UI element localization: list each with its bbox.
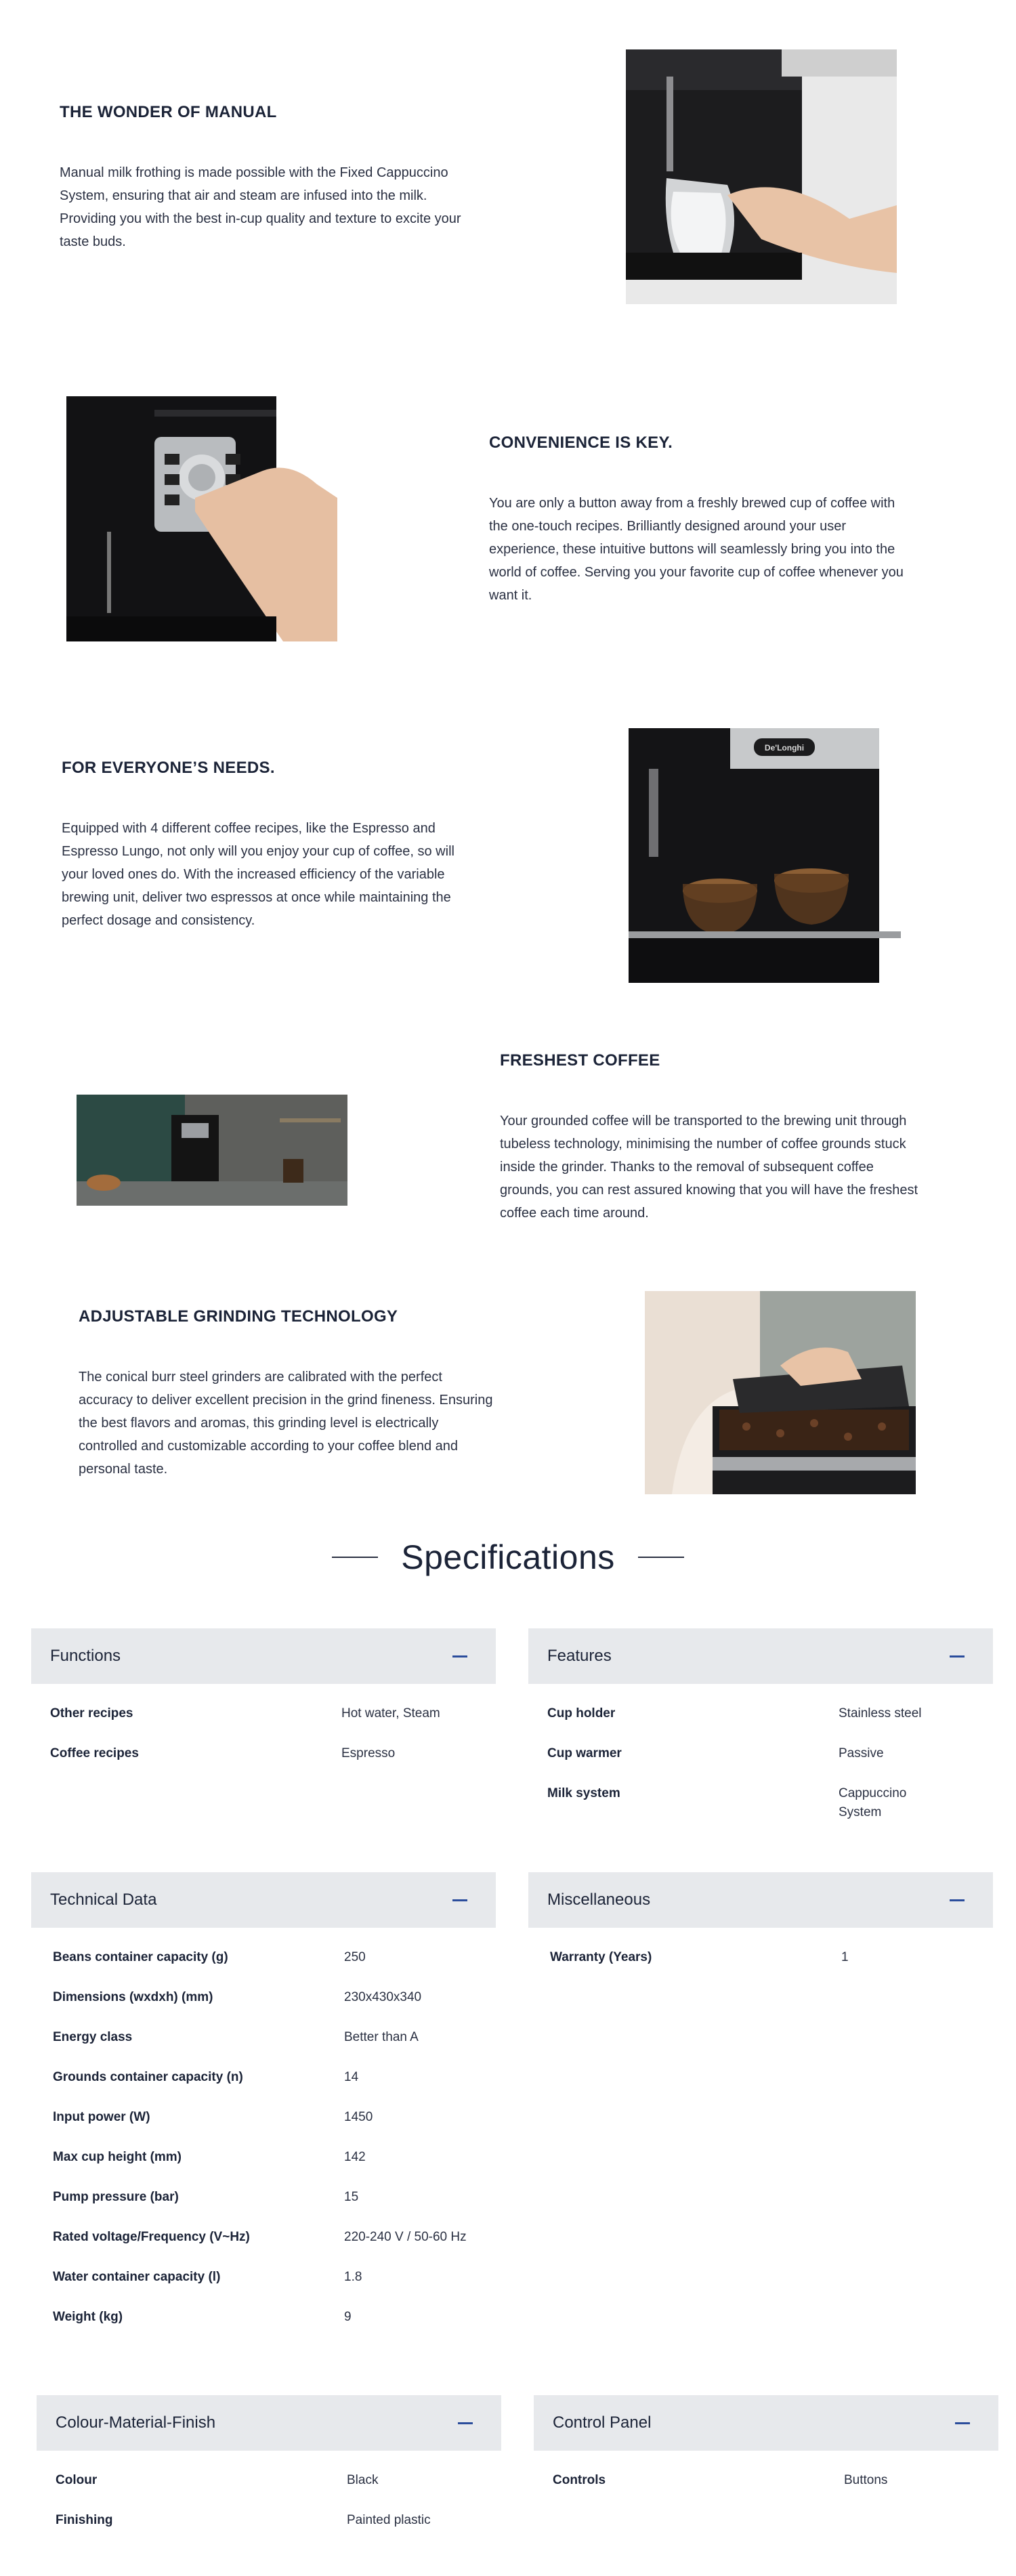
spec-value: Cappuccino System (839, 1786, 907, 1819)
spec-key: Dimensions (wxdxh) (mm) (53, 1990, 213, 2004)
specifications-title: Specifications (401, 1538, 615, 1576)
spec-value: Stainless steel (839, 1706, 922, 1720)
spec-row (547, 1784, 974, 1822)
feature-title: ADJUSTABLE GRINDING TECHNOLOGY (79, 1307, 398, 1326)
spec-value: Black (347, 2473, 379, 2487)
spec-value: Buttons (844, 2473, 888, 2487)
panel-title: Miscellaneous (547, 1891, 651, 1909)
feature-title: CONVENIENCE IS KEY. (489, 434, 673, 452)
kitchen-machine-image (77, 1095, 347, 1206)
collapse-icon[interactable] (950, 1655, 965, 1657)
panel-title: Technical Data (50, 1891, 157, 1909)
specifications-header (0, 1538, 1016, 1577)
spec-key: Input power (W) (53, 2110, 150, 2124)
spec-value: 1450 (344, 2110, 373, 2124)
spec-value: 1.8 (344, 2270, 362, 2284)
panel-title: Functions (50, 1647, 121, 1665)
title-divider-left (332, 1557, 378, 1558)
collapse-icon[interactable] (955, 2422, 970, 2424)
feature-convenience (489, 434, 909, 607)
panel-title: Features (547, 1647, 612, 1665)
panel-header-functions[interactable] (31, 1628, 496, 1684)
spec-key: Grounds container capacity (n) (53, 2070, 243, 2084)
spec-row (53, 2188, 477, 2207)
spec-value: Better than A (344, 2030, 419, 2044)
spec-row (53, 2028, 477, 2047)
spec-row (53, 2148, 477, 2167)
control-panel-image (66, 396, 337, 641)
feature-freshest (500, 1051, 920, 1225)
bean-container-image (645, 1291, 916, 1494)
spec-key: Rated voltage/Frequency (V~Hz) (53, 2230, 250, 2244)
spec-value: Hot water, Steam (341, 1706, 440, 1720)
spec-key: Warranty (Years) (550, 1950, 652, 1964)
panel-control-panel (534, 2395, 998, 2511)
spec-key: Beans container capacity (g) (53, 1950, 228, 1964)
spec-value: 250 (344, 1950, 366, 1964)
spec-key: Weight (kg) (53, 2310, 123, 2324)
spec-key: Colour (56, 2473, 98, 2487)
feature-grinding (79, 1307, 499, 1481)
spec-key: Coffee recipes (50, 1746, 139, 1760)
feature-everyone (62, 759, 482, 932)
spec-row (53, 1948, 477, 1967)
spec-key: Energy class (53, 2030, 133, 2044)
panel-technical-data (31, 1872, 496, 2348)
collapse-icon[interactable] (452, 1899, 467, 1901)
panel-features (528, 1628, 993, 1843)
feature-text: The conical burr steel grinders are calibrated with the perfect accuracy to deliver excellent precision in the grind fineness. Ensuring the best flavors and aromas, this grinding level is electrically controlled and customizable according to your coffee blend and personal taste. (79, 1370, 493, 1477)
spec-key: Pump pressure (bar) (53, 2190, 179, 2204)
spec-row (50, 1744, 477, 1763)
spec-value: 9 (344, 2310, 352, 2324)
panel-functions (31, 1628, 496, 1784)
spec-key: Max cup height (mm) (53, 2150, 182, 2164)
spec-key: Finishing (56, 2513, 113, 2527)
spec-row (547, 1704, 974, 1723)
spec-row (547, 1744, 974, 1763)
panel-miscellaneous (528, 1872, 993, 1988)
panel-header-features[interactable] (528, 1628, 993, 1684)
panel-header-colour-material-finish[interactable] (37, 2395, 501, 2451)
spec-value: 230x430x340 (344, 1990, 422, 2004)
panel-title: Colour-Material-Finish (56, 2413, 216, 2432)
title-divider-right (638, 1557, 684, 1558)
collapse-icon[interactable] (950, 1899, 965, 1901)
spec-key: Milk system (547, 1786, 620, 1800)
spec-key: Water container capacity (l) (53, 2270, 221, 2284)
panel-header-control-panel[interactable] (534, 2395, 998, 2451)
spec-key: Controls (553, 2473, 606, 2487)
panel-title: Control Panel (553, 2413, 652, 2432)
feature-title: FRESHEST COFFEE (500, 1051, 660, 1070)
spec-row (553, 2471, 979, 2490)
panel-header-miscellaneous[interactable] (528, 1872, 993, 1928)
panel-header-technical-data[interactable] (31, 1872, 496, 1928)
spec-value: 142 (344, 2150, 366, 2164)
feature-title: THE WONDER OF MANUAL (60, 103, 277, 121)
feature-text: Equipped with 4 different coffee recipes, like the Espresso and Espresso Lungo, not only will you enjoy your cup of coffee, so will your loved ones do. With the increased efficiency of the variable brewing unit, deliver two espressos at once while maintaining the perfect dosage and consistency. (62, 821, 454, 928)
feature-manual-frothing (60, 103, 480, 253)
spec-key: Other recipes (50, 1706, 133, 1720)
spec-row (56, 2511, 482, 2530)
spec-value: 220-240 V / 50-60 Hz (344, 2230, 467, 2244)
panel-colour-material-finish (37, 2395, 501, 2551)
double-espresso-image (629, 728, 901, 983)
collapse-icon[interactable] (452, 1655, 467, 1657)
brand-logo: De'Longhi (764, 743, 805, 753)
spec-row (550, 1948, 974, 1967)
spec-row (53, 2228, 477, 2247)
spec-row (53, 2308, 477, 2327)
spec-value: 1 (841, 1950, 849, 1964)
spec-row (53, 1988, 477, 2007)
spec-value: 15 (344, 2190, 359, 2204)
feature-text: Your grounded coffee will be transported to the brewing unit through tubeless technology, minimising the number of coffee grounds stuck inside the grinder. Thanks to the removal of subsequent coffee grounds, you can rest assured knowing that you will have the freshest coffee each time around. (500, 1114, 918, 1221)
spec-row (53, 2068, 477, 2087)
feature-title: FOR EVERYONE’S NEEDS. (62, 759, 275, 777)
spec-key: Cup warmer (547, 1746, 622, 1760)
spec-row (53, 2268, 477, 2287)
collapse-icon[interactable] (458, 2422, 473, 2424)
spec-row (56, 2471, 482, 2490)
spec-value: 14 (344, 2070, 359, 2084)
feature-text: Manual milk frothing is made possible with the Fixed Cappuccino System, ensuring that air and steam are infused into the milk. Providing you with the best in-cup quality and texture to excite your taste buds. (60, 165, 461, 249)
spec-value: Passive (839, 1746, 884, 1760)
spec-value: Painted plastic (347, 2513, 431, 2527)
spec-value: Espresso (341, 1746, 396, 1760)
feature-text: You are only a button away from a freshly brewed cup of coffee with the one-touch recipes. Brilliantly designed around your user experience, these intuitive buttons will seamlessly bring you into the world of coffee. Serving you your favorite cup of coffee whenever you want it. (489, 496, 904, 603)
spec-row (53, 2108, 477, 2127)
spec-row (50, 1704, 477, 1723)
milk-frothing-image (626, 49, 897, 304)
spec-key: Cup holder (547, 1706, 616, 1720)
